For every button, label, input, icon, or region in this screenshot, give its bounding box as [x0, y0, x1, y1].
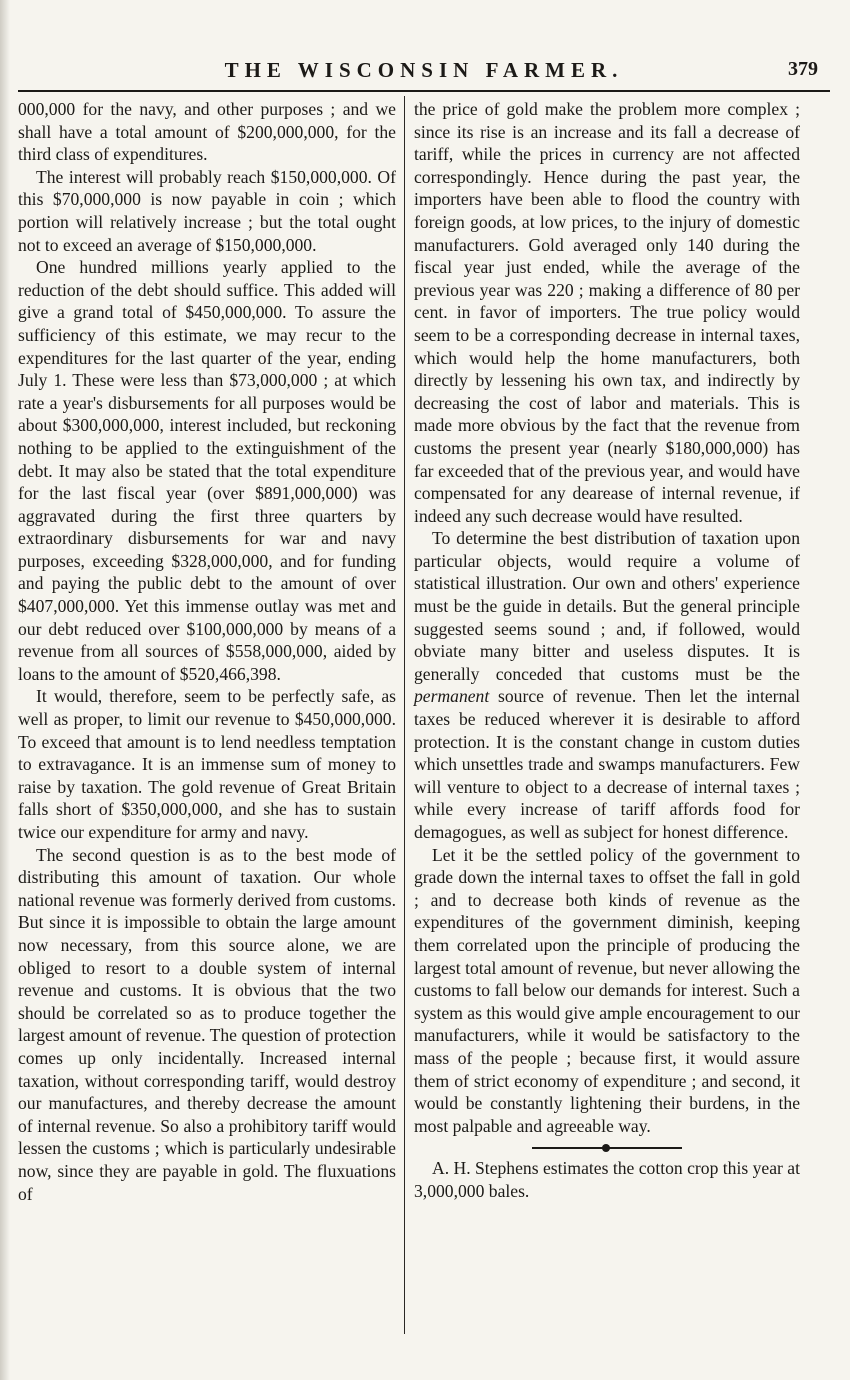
separator-ornament: [602, 1144, 610, 1152]
header-rule: [18, 90, 830, 92]
right-paragraph-3: Let it be the settled policy of the government to grade down the internal taxes to offset the fall in gold ; and to decrease both kinds of revenue as the expenditures of the government diminish, keeping them correlated upon the principle of producing the largest total amount of revenue, but never allowing the customs to fall below our demands for interest. Such a system as this would give ample encouragement to our manufacturers, while it would be satisfactory to the mass of the people ; because first, it would assure them of strict economy of expenditure ; and second, it would be constantly lightening their burdens, in the most palpable and agreeable way.: [414, 844, 800, 1136]
right-paragraph-1: the price of gold make the problem more complex ; since its rise is an increase and its fall a decrease of tariff, while the prices in currency are not affected correspondingly. Hence during the past year, the importers have been able to flood the country with foreign goods, at low prices, to the injury of domestic manufacturers. Gold averaged only 140 during the fiscal year just ended, while the average of the previous year was 220 ; making a difference of 80 per cent. in favor of importers. The true policy would seem to be a corresponding decrease in internal taxes, which would help the home manufacturers, both directly by lessening his own tax, and indirectly by decreasing the cost of labor and materials. This is made more obvious by the fact that the revenue from customs the present year (nearly $180,000,000) has far exceeded that of the previous year, and would have compensated for any dearease of internal revenue, if indeed any such decrease would have resulted.: [414, 99, 800, 526]
right-paragraph-2: [414, 527, 800, 843]
left-paragraph-1: 000,000 for the navy, and other purposes ; and we shall have a total amount of $200,000,000, for the third class of expenditures.: [18, 99, 396, 165]
page-edge-shadow: [0, 0, 10, 1380]
left-paragraph-5: The second question is as to the best mode of distributing this amount of taxation. Our whole national revenue was formerly derived from customs. But since it is impossible to obtain the large amount now necessary, from this source alone, we are obliged to resort to a double system of internal revenue and customs. It is obvious that the two should be correlated so as to produce together the largest amount of revenue. The question of protection comes up only incidentally. Increased internal taxation, without corresponding tariff, would destroy our manufactures, and thereby decrease the amount of internal revenue. So also a prohibitory tariff would lessen the customs ; which is particularly undesirable now, since they are payable in gold. The fluxuations of: [18, 844, 396, 1204]
left-column: [18, 98, 396, 1205]
column-divider: [404, 96, 405, 1334]
left-paragraph-2: The interest will probably reach $150,000,000. Of this $70,000,000 is now payable in coin ; which portion will relatively increase ; but the total ought not to exceed an average of $150,000,000.: [18, 166, 396, 255]
cotton-crop-note: A. H. Stephens estimates the cotton crop this year at 3,000,000 bales.: [414, 1158, 800, 1201]
right-paragraph-2-end: source of revenue. Then let the internal taxes be reduced wherever it is desirable to afford protection. It is the constant change in custom duties which unsettles trade and swamps manufacturers. Few will venture to object to a decrease of internal taxes ; while every increase of tariff affords food for demagogues, as well as subject for honest difference.: [414, 686, 800, 842]
right-paragraph-2-start: To determine the best distribution of taxation upon particular objects, would require a volume of statistical illustration. Our own and others' experience must be the guide in details. But the general principle suggested seems sound ; and, if followed, would obviate many bitter and useless disputes. It is generally conceded that customs must be the: [414, 528, 800, 684]
running-head: [18, 50, 830, 90]
right-column: [414, 98, 800, 1203]
page-number: 379: [788, 58, 818, 80]
left-paragraph-3: One hundred millions yearly applied to the reduction of the debt should suffice. This added will give a grand total of $450,000,000. To assure the sufficiency of this estimate, we may recur to the expenditures for the last quarter of the year, ending July 1. These were less than $73,000,000 ; at which rate a year's disbursements for all purposes would be about $300,000,000, interest included, but reckoning nothing to be applied to the extinguishment of the debt. It may also be stated that the total expenditure for the last fiscal year (over $891,000,000) was aggravated during the first three quarters by extraordinary disbursements for war and navy purposes, exceeding $328,000,000, and for funding and paying the public debt to the amount of over $407,000,000. Yet this immense outlay was met and our debt reduced over $100,000,000 by means of a revenue from all sources of $558,000,000, aided by loans to the amount of $520,466,398.: [18, 257, 396, 684]
section-separator: [532, 1147, 682, 1149]
publication-title: THE WISCONSIN FARMER.: [224, 58, 624, 82]
left-paragraph-4: It would, therefore, seem to be perfectly safe, as well as proper, to limit our revenue to $450,000,000. To exceed that amount is to lend needless temptation to extravagance. It is an immense sum of money to raise by taxation. The gold revenue of Great Britain falls short of $350,000,000, and she has to sustain twice our expenditure for army and navy.: [18, 686, 396, 842]
emphasis-permanent: permanent: [414, 686, 490, 707]
